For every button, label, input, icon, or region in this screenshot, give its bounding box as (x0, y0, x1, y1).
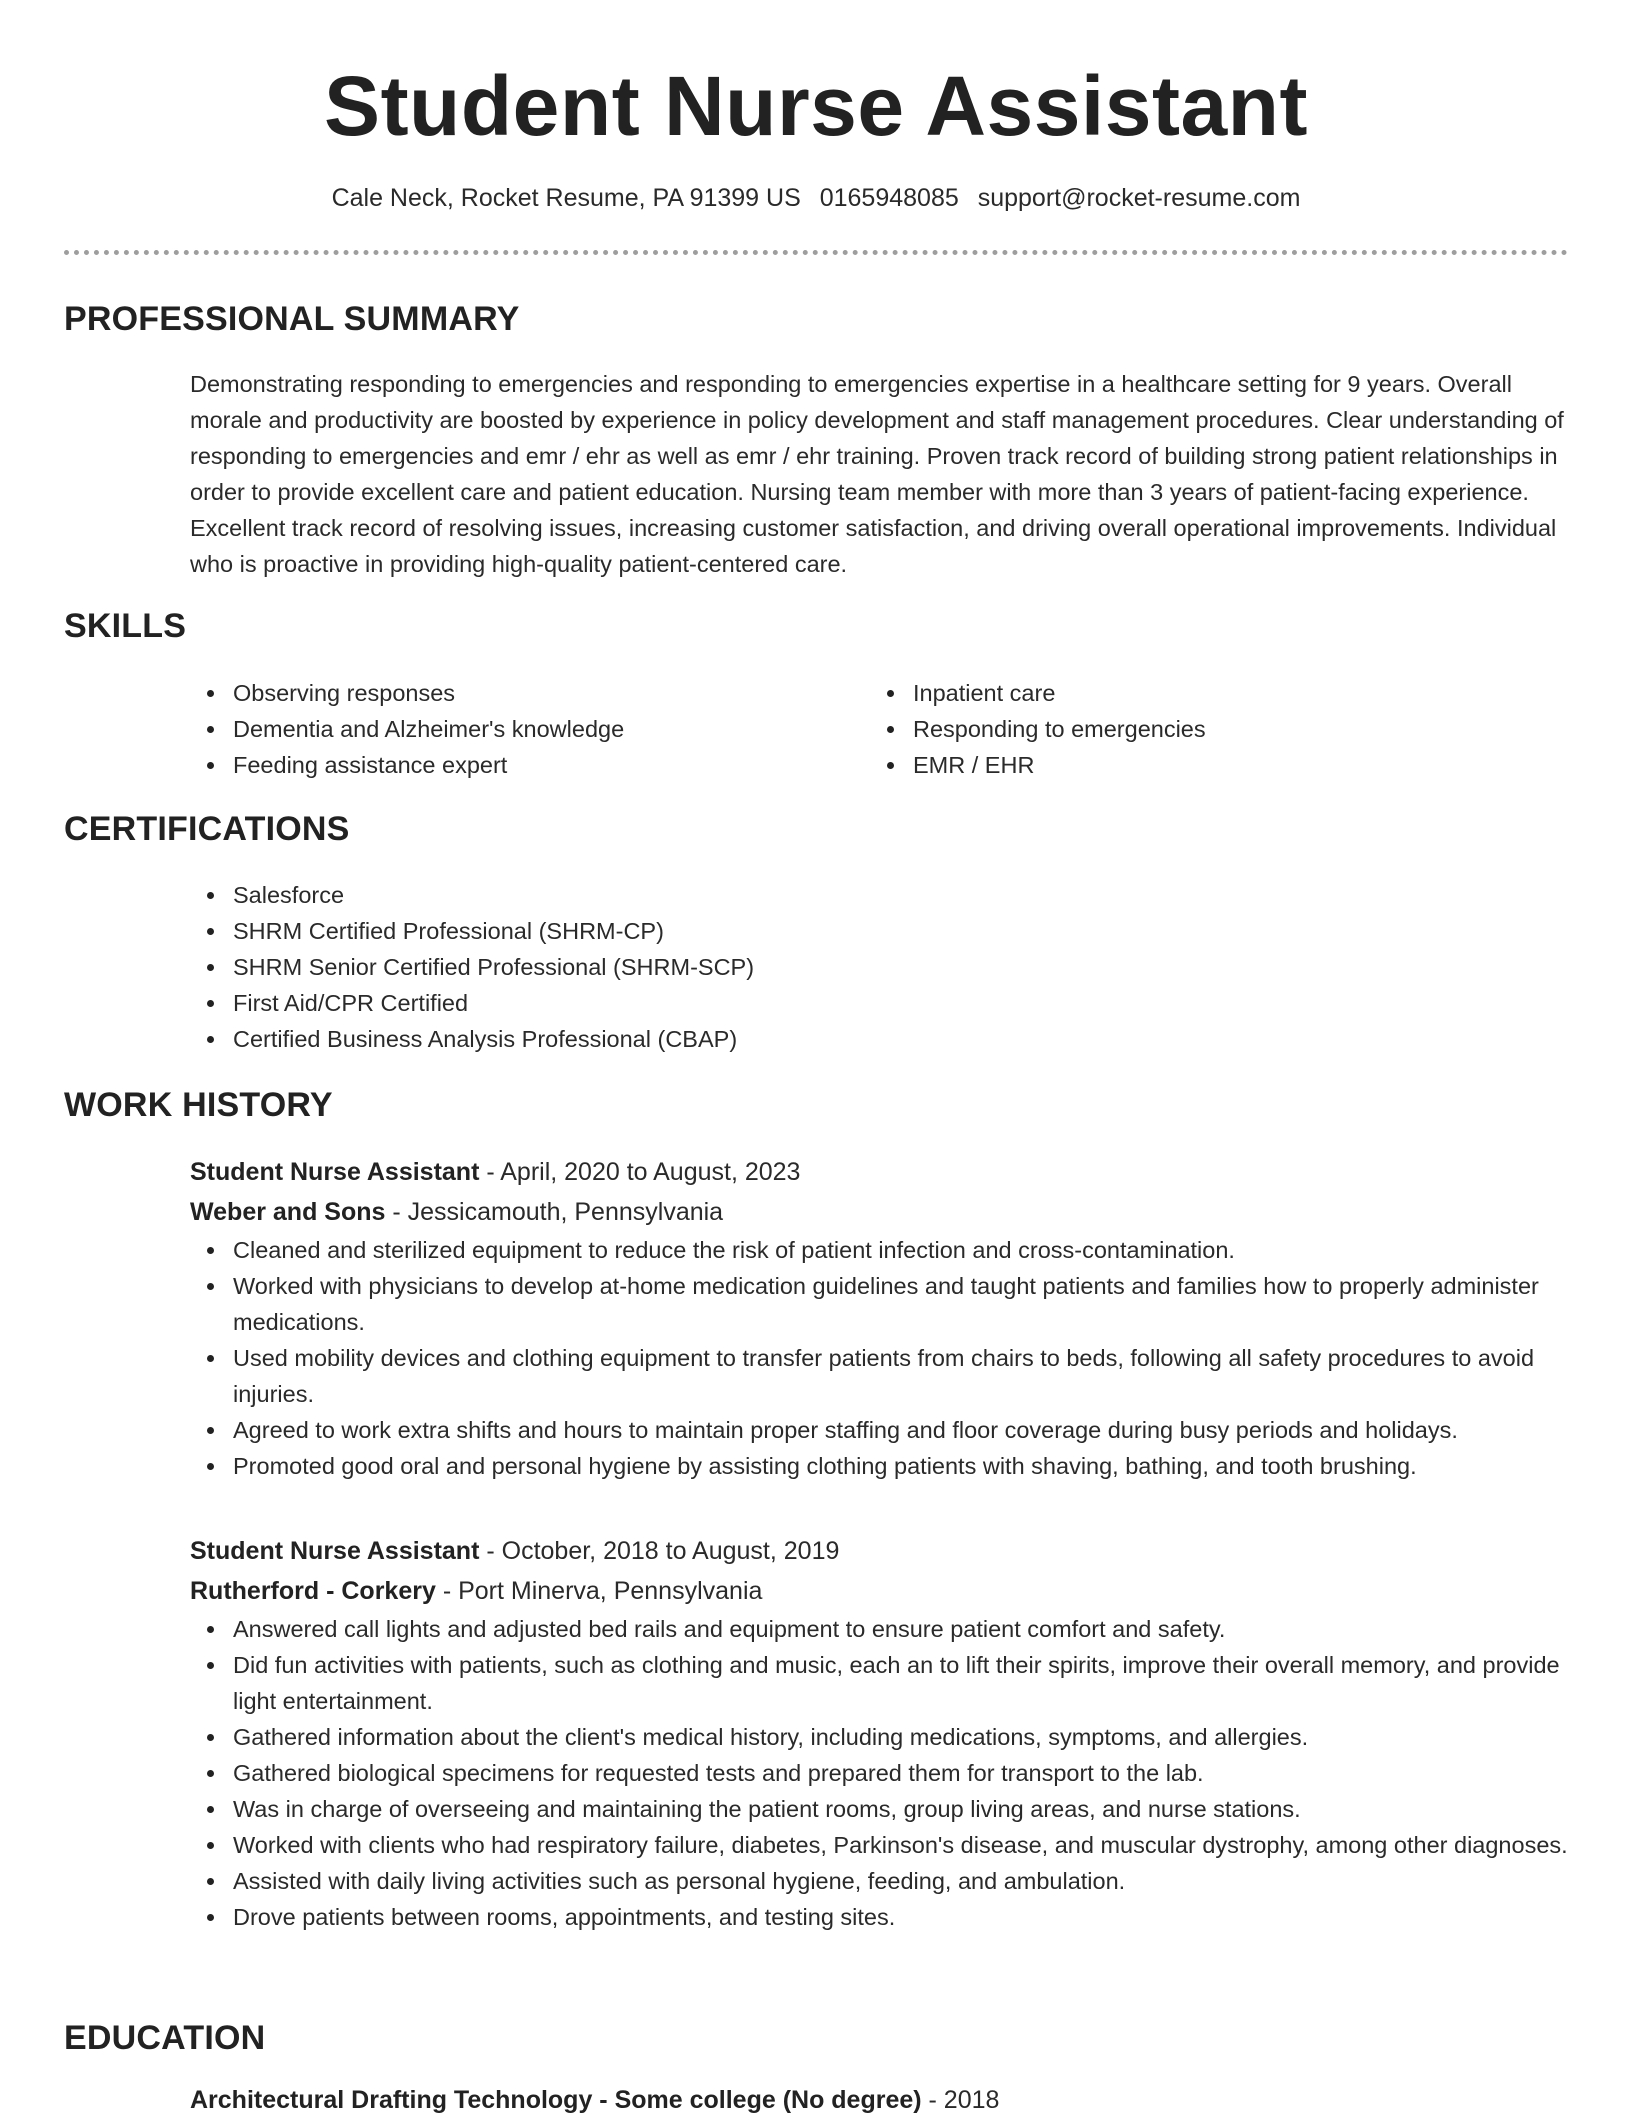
job-dates: - April, 2020 to August, 2023 (479, 1158, 801, 1186)
job-entry (190, 1152, 1570, 1484)
job-title-line (190, 1152, 1570, 1192)
education-line (190, 2080, 1570, 2120)
job-role: Student Nurse Assistant (190, 1158, 480, 1186)
education-year: - 2018 (921, 2086, 1000, 2114)
job-bullet: Gathered biological specimens for requested tests and prepared them for transport to the lab. (190, 1755, 1570, 1791)
job-bullet: Promoted good oral and personal hygiene by assisting clothing patients with shaving, bathing, and tooth brushing. (190, 1448, 1570, 1484)
header-divider (64, 250, 1568, 255)
job-bullet: Answered call lights and adjusted bed rails and equipment to ensure patient comfort and safety. (190, 1611, 1570, 1647)
job-bullet: Gathered information about the client's medical history, including medications, symptoms, and allergies. (190, 1719, 1570, 1755)
job-title-line (190, 1531, 1570, 1571)
job-bullet: Drove patients between rooms, appointments, and testing sites. (190, 1899, 1570, 1935)
job-dates: - October, 2018 to August, 2019 (479, 1537, 840, 1565)
education-heading: EDUCATION (64, 2019, 266, 2057)
skill-item: Observing responses (190, 675, 870, 711)
education-degree: Architectural Drafting Technology - Some college (No degree) (190, 2086, 922, 2114)
summary-heading: PROFESSIONAL SUMMARY (64, 300, 520, 338)
job-bullet: Agreed to work extra shifts and hours to maintain proper staffing and floor coverage during busy periods and holidays. (190, 1412, 1570, 1448)
job-location: - Port Minerva, Pennsylvania (435, 1577, 763, 1605)
summary-text: Demonstrating responding to emergencies and responding to emergencies expertise in a healthcare setting for 9 years. Overall morale and productivity are boosted by experience in policy development and staff management procedures. Clear understanding of responding to emergencies and emr / ehr as well as emr / ehr training. Proven track record of building strong patient relationships in order to provide excellent care and patient education. Nursing team member with more than 3 years of patient-facing experience. Excellent track record of resolving issues, increasing customer satisfaction, and driving overall operational improvements. Individual who is proactive in providing high-quality patient-centered care. (190, 371, 1564, 577)
certification-item: Certified Business Analysis Professional (CBAP) (190, 1021, 1570, 1057)
job-bullet: Worked with physicians to develop at-home medication guidelines and taught patients and families how to properly administer medications. (190, 1268, 1570, 1340)
job-location: - Jessicamouth, Pennsylvania (385, 1198, 724, 1226)
certifications-heading: CERTIFICATIONS (64, 810, 350, 848)
job-company: Rutherford - Corkery (190, 1577, 436, 1605)
contact-email: support@rocket-resume.com (977, 184, 1301, 212)
skill-item: Dementia and Alzheimer's knowledge (190, 711, 870, 747)
education-entry (190, 2080, 1570, 2120)
certification-item: Salesforce (190, 877, 1570, 913)
skills-heading: SKILLS (64, 607, 187, 645)
skills-column-left (190, 675, 870, 783)
work-history-heading: WORK HISTORY (64, 1086, 333, 1124)
job-bullet: Cleaned and sterilized equipment to reduce the risk of patient infection and cross-contamination. (190, 1232, 1570, 1268)
job-bullet: Assisted with daily living activities such as personal hygiene, feeding, and ambulation. (190, 1863, 1570, 1899)
job-bullets (190, 1232, 1570, 1484)
certification-item: First Aid/CPR Certified (190, 985, 1570, 1021)
certifications-list (190, 877, 1570, 1057)
job-company: Weber and Sons (190, 1198, 386, 1226)
certification-item: SHRM Certified Professional (SHRM-CP) (190, 913, 1570, 949)
job-bullet: Was in charge of overseeing and maintaining the patient rooms, group living areas, and nurse stations. (190, 1791, 1570, 1827)
job-company-line (190, 1192, 1570, 1232)
skills-list (190, 675, 1570, 783)
skill-item: Responding to emergencies (870, 711, 1550, 747)
job-bullet: Used mobility devices and clothing equipment to transfer patients from chairs to beds, following all safety procedures to avoid injuries. (190, 1340, 1570, 1412)
skills-column-right (870, 675, 1550, 783)
job-role: Student Nurse Assistant (190, 1537, 480, 1565)
job-bullet: Worked with clients who had respiratory failure, diabetes, Parkinson's disease, and muscular dystrophy, among other diagnoses. (190, 1827, 1570, 1863)
contact-line (0, 180, 1632, 216)
resume-name: Student Nurse Assistant (324, 59, 1308, 153)
skill-item: Inpatient care (870, 675, 1550, 711)
contact-phone: 0165948085 (819, 184, 959, 212)
skill-item: Feeding assistance expert (190, 747, 870, 783)
contact-address: Cale Neck, Rocket Resume, PA 91399 US (331, 184, 801, 212)
job-entry (190, 1531, 1570, 1935)
skill-item: EMR / EHR (870, 747, 1550, 783)
job-bullets (190, 1611, 1570, 1935)
job-bullet: Did fun activities with patients, such as clothing and music, each an to lift their spirits, improve their overall memory, and provide light entertainment. (190, 1647, 1570, 1719)
job-company-line (190, 1571, 1570, 1611)
certification-item: SHRM Senior Certified Professional (SHRM-SCP) (190, 949, 1570, 985)
